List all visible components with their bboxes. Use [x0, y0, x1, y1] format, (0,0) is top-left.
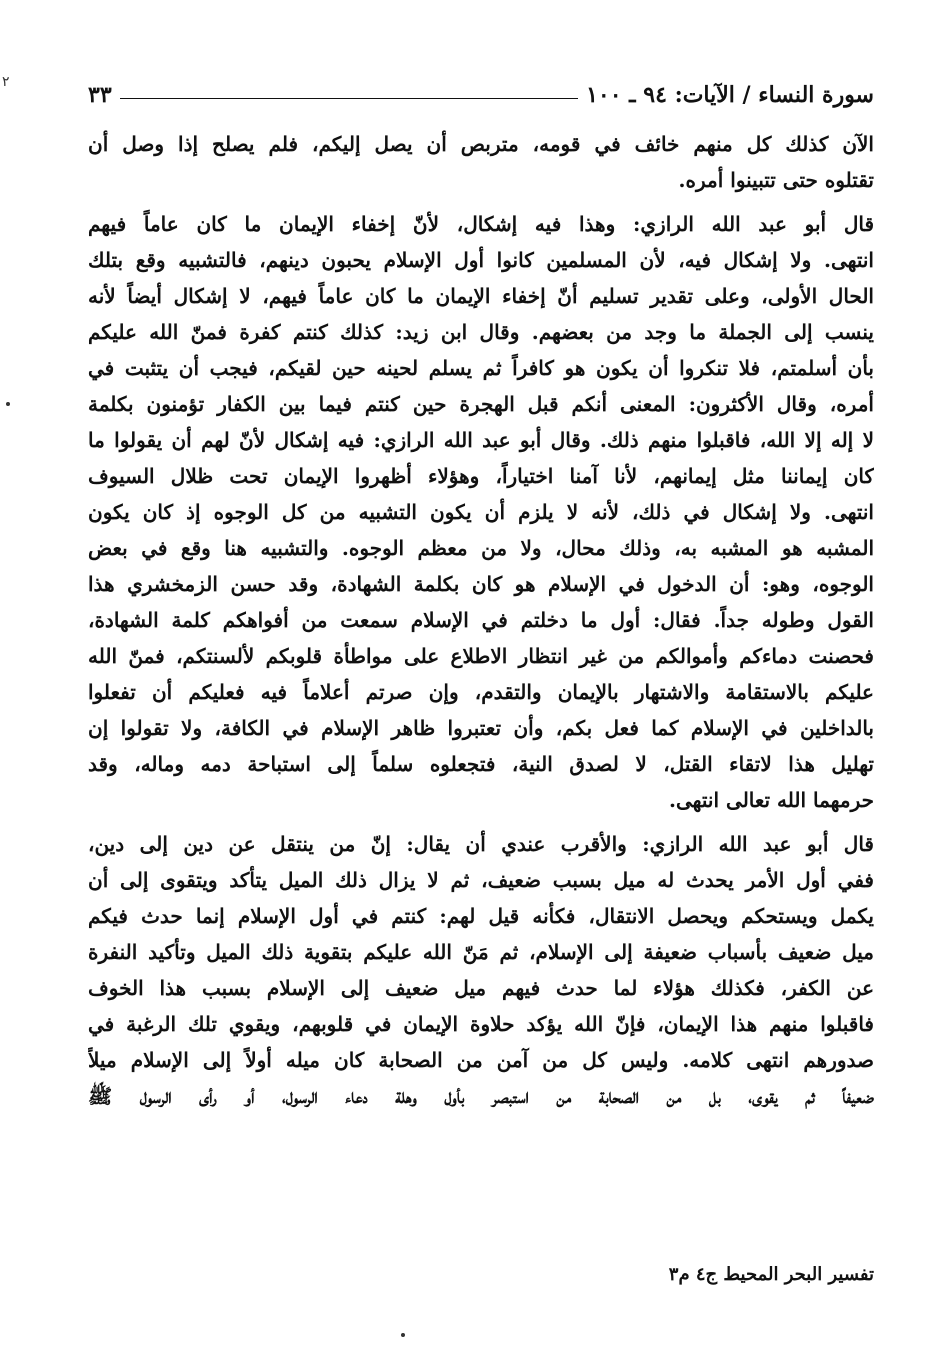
text-line: الوجوه، وهو: أن الدخول في الإسلام هو كان بكلمة الشهادة، وقد حسن الزمخشري هذا — [88, 572, 874, 596]
page-edge-mark: ٢ — [2, 74, 10, 90]
text-line: فاقبلوا منهم هذا الإيمان، فإنّ الله يؤكد حلاوة الإيمان في قلوبهم، ويقوي تلك الرغبة في — [88, 1012, 874, 1036]
text-line: فحصنت دماءكم وأموالكم من غير انتظار الاطلاع على مواطأة قلوبكم لألسنتكم، فمنّ الله — [88, 644, 874, 668]
text-line: انتهى. ولا إشكال في ذلك، لأنه لا يلزم أن يكون التشبيه من كل الوجوه إذ كان يكون — [88, 500, 874, 524]
text-line: الآن كذلك كل منهم خائف في قومه، متربص أن يصل إليكم، فلم يصلح إذا وصل أن — [88, 132, 874, 156]
text-line: تقتلوه حتى تتبينوا أمره. — [678, 168, 874, 192]
text-line: لا إله إلا الله، فاقبلوا منهم ذلك. وقال أبو عبد الله الرازي: فيه إشكال لأنّ لهم أن يقولوا ما — [88, 428, 874, 452]
text-line: تهليل هذا لاتقاء القتل، لا لصدق النية، فتجعلوه سلماً إلى استباحة دمه وماله، وقد — [88, 752, 874, 776]
text-line: حرمهما الله تعالى انتهى. — [669, 788, 874, 812]
volume-signature: تفسير البحر المحيط ج٤ م٣ — [668, 1264, 874, 1285]
text-line: انتهى. ولا إشكال فيه، لأن المسلمين كانوا أول الإسلام يحبون دينهم، فالتشبيه وقع بتلك — [88, 248, 874, 272]
text-line: يكمل ويستحكم ويحصل الانتقال، فكأنه قيل لهم: كنتم في أول الإسلام إنما حدث فيكم — [88, 904, 874, 928]
paragraph — [88, 826, 874, 1114]
text-line: ميل ضعيف بأسباب ضعيفة إلى الإسلام، ثم مَنّ الله عليكم بتقوية ذلك الميل وتأكيد النفرة — [88, 940, 874, 964]
text-line: عن الكفر، فكذلك هؤلاء لما حدث فيهم ميل ضعيف إلى الإسلام بسبب هذا الخوف — [88, 976, 874, 1000]
text-line: عليكم بالاستقامة والاشتهار بالإيمان والتقدم، وإن صرتم أعلاماً فيه فعليكم أن تفعلوا — [88, 680, 874, 704]
scan-speck — [401, 1333, 405, 1337]
text-line: أمره، وقال الأكثرون: المعنى أنكم قبل الهجرة حين كنتم فيما بين الكفار تؤمنون بكلمة — [88, 392, 874, 416]
text-line: قال أبو عبد الله الرازي: والأقرب عندي أن يقال: إنّ من ينتقل عن دين إلى دين، — [88, 832, 874, 856]
surah-verses-title: سورة النساء / الآيات: ٩٤ ـ ١٠٠ — [586, 82, 874, 108]
paragraph — [88, 126, 874, 198]
text-line: المشبه هو المشبه به، وذلك محال، ولا من معظم الوجوه. والتشبيه هنا وقع في بعض — [88, 536, 874, 560]
body-text — [88, 126, 874, 1114]
text-line: ففي أول الأمر يحدث له ميل بسبب ضعيف، ثم لا يزال ذلك الميل يتأكد ويتقوى إلى أن — [88, 868, 874, 892]
text-line: بأن أسلمتم، فلا تنكروا أن يكون هو كافراً ثم يسلم لحينه حين لقيكم، فيجب أن يتثبت في — [88, 356, 874, 380]
text-line: كان إيماننا مثل إيمانهم، لأنا آمنا اختياراً، وهؤلاء أظهروا الإيمان تحت ظلال السيوف — [88, 464, 874, 488]
text-line: ينسب إلى الجملة ما وجد من بعضهم. وقال ابن زيد: كذلك كنتم كفرة فمنّ الله عليكم — [88, 320, 874, 344]
scan-speck — [6, 402, 10, 406]
text-line: صدورهم انتهى كلامه. وليس كل من آمن من الصحابة كان ميله أولاً إلى الإسلام ميلاً — [88, 1048, 874, 1072]
text-line: بالداخلين في الإسلام كما فعل بكم، وأن تعتبروا ظاهر الإسلام في الكافة، ولا تقولوا إن — [88, 716, 874, 740]
text-line: قال أبو عبد الله الرازي: وهذا فيه إشكال، لأنّ إخفاء الإيمان ما كان عاماً فيهم — [88, 212, 874, 236]
page-number: ٣٣ — [88, 82, 112, 108]
header-rule — [120, 98, 578, 99]
text-line: القول وطوله جداً. فقال: أول ما دخلتم في الإسلام سمعت من أفواهكم كلمة الشهادة، — [88, 608, 874, 632]
text-line: الحال الأولى، وعلى تقدير تسليم أنّ إخفاء الإيمان ما كان عاماً فيهم، لا إشكال أيضاً لأنه — [88, 284, 874, 308]
running-header — [88, 72, 874, 108]
paragraph — [88, 206, 874, 818]
text-line: ضعيفاً ثم يقوى، بل من الصحابة من استبصر بأول وهلة دعاء الرسول، أو رأى الرسول ﷺ — [88, 1084, 874, 1108]
